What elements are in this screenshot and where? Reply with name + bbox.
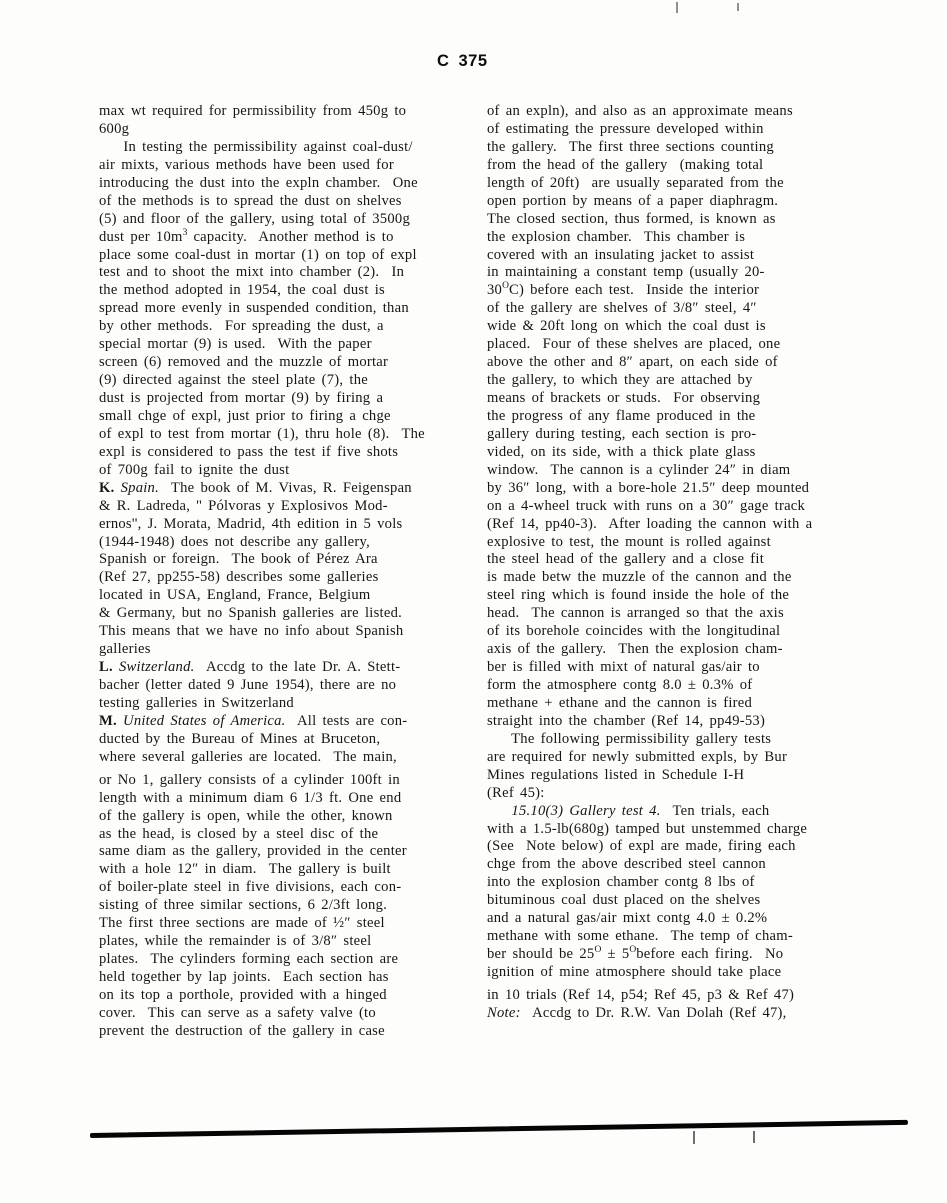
text-segment: (Ref 27, pp255-58) describes some galleries	[99, 569, 379, 586]
text-segment: Ten trials, each	[660, 802, 770, 819]
text-segment: or No 1, gallery consists of a cylinder 100ft in	[99, 771, 400, 788]
text-line	[99, 731, 481, 749]
text-line	[99, 569, 481, 587]
text-line	[487, 605, 877, 623]
text-line	[99, 103, 481, 121]
text-segment: as the head, is closed by a steel disc of the	[99, 825, 379, 842]
text-segment: This means that we have no info about Spanish	[99, 623, 404, 640]
text-segment: max wt required for permissibility from 450g to	[99, 103, 407, 119]
text-segment: introducing the dust into the expln chamber. One	[99, 174, 418, 191]
text-line	[99, 318, 481, 336]
text-segment: in maintaining a constant temp (usually 20-	[487, 264, 765, 281]
text-segment: with a 1.5-lb(680g) tamped but unstemmed charge	[487, 820, 808, 837]
text-line	[99, 1005, 481, 1023]
text-segment: C) before each test. Inside the interior	[508, 282, 760, 299]
text-line	[99, 987, 481, 1005]
text-segment: cover. This can serve as a safety valve (to	[99, 1004, 376, 1021]
text-segment: before each firing. No	[636, 946, 784, 963]
text-line	[487, 587, 877, 605]
text-line	[99, 462, 481, 480]
text-segment: by other methods. For spreading the dust, a	[99, 318, 384, 335]
text-segment: bituminous coal dust placed on the shelves	[487, 892, 761, 909]
text-segment: (9) directed against the steel plate (7), the	[99, 372, 368, 389]
text-segment: methane + ethane and the cannon is fired	[487, 694, 753, 711]
text-segment: the steel head of the gallery and a close fit	[487, 551, 765, 568]
text-line	[99, 713, 481, 731]
text-segment: air mixts, various methods have been used for	[99, 156, 394, 173]
text-segment: axis of the gallery. Then the explosion cham-	[487, 641, 783, 658]
text-segment: galleries	[99, 641, 151, 658]
text-segment: are required for newly submitted expls, by Bur	[487, 748, 788, 765]
text-line	[99, 229, 481, 247]
text-segment: the gallery, to which they are attached by	[487, 372, 753, 389]
registration-mark	[676, 2, 678, 13]
text-line	[99, 969, 481, 987]
text-line	[487, 641, 877, 659]
text-line	[487, 444, 877, 462]
text-line	[99, 264, 481, 282]
text-line	[487, 964, 877, 982]
text-segment: (5) and floor of the gallery, using total of 3500g	[99, 210, 410, 227]
text-line	[487, 121, 877, 139]
text-segment: Accdg to the late Dr. A. Stett-	[194, 659, 401, 676]
text-segment: Switzerland.	[118, 659, 195, 676]
text-segment	[487, 803, 511, 819]
text-line	[99, 408, 481, 426]
text-segment: length of 20ft) are usually separated from the	[487, 174, 784, 191]
text-segment: by 36″ long, with a bore-hole 21.5″ deep mounted	[487, 479, 810, 496]
text-line	[487, 175, 877, 193]
text-segment: dust is projected from mortar (9) by firing a	[99, 390, 384, 406]
text-line	[99, 444, 481, 462]
text-segment: located in USA, England, France, Belgium	[99, 587, 371, 604]
text-segment: Spanish or foreign. The book of Pérez Ara	[99, 551, 378, 568]
left-column	[99, 103, 481, 1041]
text-segment: The book of M. Vivas, R. Feigenspan	[159, 479, 412, 496]
text-segment: into the explosion chamber contg 8 lbs of	[487, 874, 755, 891]
text-line	[99, 641, 481, 659]
text-segment: held together by lap joints. Each section has	[99, 969, 389, 985]
text-segment: (Ref 45):	[487, 784, 545, 801]
text-line	[487, 892, 877, 910]
text-segment: ignition of mine atmosphere should take place	[487, 964, 782, 980]
text-line	[99, 1023, 481, 1041]
text-line	[487, 318, 877, 336]
text-segment: ± 5	[601, 946, 630, 963]
text-line	[99, 516, 481, 534]
text-segment: of estimating the pressure developed within	[487, 120, 764, 137]
text-line	[99, 808, 481, 826]
text-line	[99, 247, 481, 265]
text-line	[487, 247, 877, 265]
text-line	[99, 897, 481, 915]
text-line	[99, 551, 481, 569]
text-segment: & R. Ladreda, '' Pólvoras y Explosivos Mod-	[99, 497, 388, 514]
text-line	[99, 826, 481, 844]
text-line	[487, 516, 877, 534]
text-segment: in 10 trials (Ref 14, p54; Ref 45, p3 & Ref 47)	[487, 986, 795, 1003]
text-segment: 30	[487, 282, 503, 299]
text-segment: (1944-1948) does not describe any gallery,	[99, 533, 371, 550]
registration-mark	[693, 1131, 695, 1144]
text-segment: explosive to test, the mount is rolled against	[487, 533, 771, 550]
text-line	[99, 426, 481, 444]
text-line	[99, 790, 481, 808]
text-segment: 3	[182, 227, 188, 238]
text-line	[487, 928, 877, 946]
text-segment: is made betw the muzzle of the cannon and the	[487, 569, 792, 586]
text-segment: the method adopted in 1954, the coal dust is	[99, 282, 385, 299]
text-segment: on a 4-wheel truck with runs on a 30″ gage track	[487, 497, 806, 514]
text-segment: ber should be 25	[487, 946, 595, 963]
text-segment: of the methods is to spread the dust on shelves	[99, 192, 402, 209]
text-line	[99, 193, 481, 211]
text-segment: where several galleries are located. The main,	[99, 748, 397, 765]
text-line	[487, 372, 877, 390]
text-segment: (Ref 14, pp40-3). After loading the cannon with a	[487, 515, 813, 532]
text-line	[487, 157, 877, 175]
text-line	[99, 861, 481, 879]
text-line	[487, 408, 877, 426]
text-segment: In testing the permissibility against coal-dust/	[99, 138, 413, 155]
text-line	[487, 659, 877, 677]
text-line	[487, 821, 877, 839]
text-line	[99, 677, 481, 695]
text-segment: plates. The cylinders forming each section are	[99, 951, 399, 968]
text-segment: (See Note below) of expl are made, firing each	[487, 838, 796, 855]
text-line	[487, 838, 877, 856]
text-line	[99, 534, 481, 552]
text-segment: of 700g fail to ignite the dust	[99, 461, 290, 478]
text-segment: The closed section, thus formed, is known as	[487, 210, 776, 227]
text-segment: Spain.	[120, 479, 159, 496]
text-line	[99, 390, 481, 408]
text-line	[487, 946, 877, 964]
text-segment: K.	[99, 479, 121, 496]
text-segment: the progress of any flame produced in the	[487, 407, 756, 424]
text-line	[487, 354, 877, 372]
text-segment: sisting of three similar sections, 6 2/3ft long.	[99, 897, 388, 914]
text-segment: All tests are con-	[285, 712, 408, 729]
text-segment: gallery during testing, each section is pro-	[487, 425, 757, 442]
text-line	[99, 951, 481, 969]
text-segment: same diam as the gallery, provided in the center	[99, 843, 407, 860]
text-line	[99, 211, 481, 229]
text-segment: with a hole 12″ in diam. The gallery is built	[99, 861, 391, 878]
text-segment: placed. Four of these shelves are placed, one	[487, 336, 781, 353]
text-line	[99, 587, 481, 605]
text-line	[99, 498, 481, 516]
text-line	[99, 605, 481, 623]
text-line	[487, 731, 877, 749]
text-segment: small chge of expl, just prior to firing a chge	[99, 407, 391, 424]
registration-mark	[753, 1131, 755, 1143]
text-segment: test and to shoot the mixt into chamber (2). In	[99, 264, 405, 281]
text-line	[487, 551, 877, 569]
text-segment: chge from the above described steel cannon	[487, 856, 766, 873]
text-line	[487, 336, 877, 354]
text-segment: from the head of the gallery (making total	[487, 156, 764, 173]
text-line	[487, 139, 877, 157]
text-segment: screen (6) removed and the muzzle of mortar	[99, 354, 389, 371]
text-line	[99, 372, 481, 390]
text-segment: 600g	[99, 120, 130, 137]
text-line	[99, 139, 481, 157]
text-line	[487, 264, 877, 282]
text-line	[487, 569, 877, 587]
text-line	[487, 1005, 877, 1023]
text-segment: special mortar (9) is used. With the paper	[99, 336, 372, 353]
text-segment: straight into the chamber (Ref 14, pp49-53)	[487, 712, 766, 729]
text-line	[487, 785, 877, 803]
text-line	[99, 175, 481, 193]
registration-mark	[737, 3, 739, 11]
text-segment: expl is considered to pass the test if five shots	[99, 443, 399, 460]
text-segment: & Germany, but no Spanish galleries are listed.	[99, 605, 403, 622]
text-line	[99, 749, 481, 767]
text-line	[99, 480, 481, 498]
text-line	[487, 390, 877, 408]
text-segment: Accdg to Dr. R.W. Van Dolah (Ref 47),	[520, 1004, 787, 1021]
text-line	[99, 623, 481, 641]
text-line	[487, 426, 877, 444]
text-line	[99, 282, 481, 300]
text-segment: the gallery. The first three sections counting	[487, 138, 774, 155]
text-line	[487, 856, 877, 874]
text-segment: 15.10(3) Gallery test 4.	[511, 802, 661, 819]
text-segment: of its borehole coincides with the longitudinal	[487, 623, 781, 640]
text-line	[487, 229, 877, 247]
text-segment: capacity. Another method is to	[187, 228, 394, 245]
text-line	[487, 480, 877, 498]
right-column	[487, 103, 877, 1023]
text-segment: of the gallery is open, while the other, known	[99, 807, 393, 824]
text-segment: place some coal-dust in mortar (1) on top of expl	[99, 246, 417, 263]
text-segment: L.	[99, 659, 119, 676]
text-segment: length with a minimum diam 6 1/3 ft. One end	[99, 789, 402, 806]
text-line	[487, 803, 877, 821]
text-segment: ernos'', J. Morata, Madrid, 4th edition in 5 vols	[99, 515, 403, 532]
text-segment: window. The cannon is a cylinder 24″ in diam	[487, 461, 791, 478]
text-segment: The first three sections are made of ½″ steel	[99, 915, 385, 932]
text-line	[99, 121, 481, 139]
text-line	[99, 772, 481, 790]
text-segment: Note:	[487, 1004, 521, 1021]
page-number: C 375	[437, 52, 488, 70]
text-line	[99, 843, 481, 861]
text-line	[487, 695, 877, 713]
page-bottom-scan-line	[90, 1120, 908, 1138]
text-line	[487, 534, 877, 552]
text-segment: of an expln), and also as an approximate means	[487, 103, 793, 119]
text-segment: form the atmosphere contg 8.0 ± 0.3% of	[487, 677, 753, 693]
text-line	[487, 103, 877, 121]
text-segment: means of brackets or studs. For observing	[487, 390, 761, 406]
text-line	[99, 354, 481, 372]
text-segment: Mines regulations listed in Schedule I-H	[487, 766, 745, 783]
text-segment: spread more evenly in suspended condition, than	[99, 300, 409, 317]
text-line	[487, 910, 877, 928]
text-segment: covered with an insulating jacket to assist	[487, 246, 755, 263]
text-line	[487, 677, 877, 695]
text-segment: of expl to test from mortar (1), thru hole (8). The	[99, 425, 425, 442]
text-segment: M.	[99, 712, 124, 729]
text-segment: dust per 10m	[99, 228, 183, 245]
text-line	[99, 300, 481, 318]
text-line	[99, 933, 481, 951]
text-line	[99, 695, 481, 713]
text-segment: of boiler-plate steel in five divisions, each con-	[99, 879, 402, 896]
text-segment: O	[629, 945, 637, 956]
text-segment: testing galleries in Switzerland	[99, 694, 294, 711]
text-segment: of the gallery are shelves of 3/8″ steel, 4″	[487, 300, 757, 317]
text-segment: on its top a porthole, provided with a hinged	[99, 986, 387, 1003]
text-segment: wide & 20ft long on which the coal dust is	[487, 318, 766, 335]
text-line	[487, 713, 877, 731]
text-line	[99, 915, 481, 933]
text-line	[99, 659, 481, 677]
text-line	[487, 282, 877, 300]
text-segment: prevent the destruction of the gallery in case	[99, 1022, 385, 1039]
text-segment: the explosion chamber. This chamber is	[487, 228, 746, 245]
text-line	[99, 157, 481, 175]
text-line	[487, 211, 877, 229]
text-line	[487, 749, 877, 767]
text-segment: steel ring which is found inside the hole of the	[487, 587, 790, 604]
text-segment: ber is filled with mixt of natural gas/air to	[487, 659, 760, 676]
text-line	[487, 300, 877, 318]
text-segment: ducted by the Bureau of Mines at Bruceton,	[99, 730, 381, 747]
text-segment: methane with some ethane. The temp of cham-	[487, 928, 793, 945]
text-segment: The following permissibility gallery tests	[487, 730, 772, 747]
text-segment: above the other and 8″ apart, on each side of	[487, 354, 778, 371]
text-segment: head. The cannon is arranged so that the axis	[487, 605, 784, 622]
text-segment: plates, while the remainder is of 3/8″ steel	[99, 933, 372, 950]
text-line	[487, 767, 877, 785]
text-segment: open portion by means of a paper diaphragm.	[487, 192, 779, 209]
text-line	[487, 498, 877, 516]
text-line	[99, 336, 481, 354]
text-line	[487, 193, 877, 211]
text-line	[487, 987, 877, 1005]
text-line	[487, 462, 877, 480]
text-line	[99, 879, 481, 897]
text-segment: O	[594, 945, 602, 956]
text-segment: and a natural gas/air mixt contg 4.0 ± 0.2%	[487, 910, 768, 927]
text-segment: United States of America.	[123, 712, 286, 729]
text-segment: vided, on its side, with a thick plate glass	[487, 443, 756, 460]
text-line	[487, 623, 877, 641]
text-segment: O	[502, 281, 509, 292]
text-line	[487, 874, 877, 892]
text-segment: bacher (letter dated 9 June 1954), there are no	[99, 677, 397, 693]
